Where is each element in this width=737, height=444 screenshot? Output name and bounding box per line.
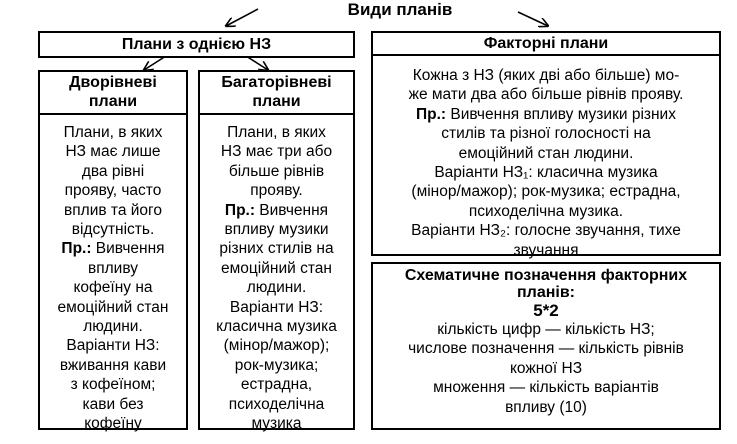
- text-line: кожної НЗ: [509, 359, 583, 377]
- text-line: більше рівнів: [228, 162, 325, 180]
- arrow-to-two-level: [144, 56, 166, 70]
- arrow-to-single-factor: [226, 9, 258, 26]
- text-line: музика: [251, 415, 302, 433]
- arrow-to-factorial: [518, 12, 548, 26]
- notation-formula: 5*2: [533, 301, 559, 320]
- text-line: рок-музика;: [234, 356, 319, 374]
- multi-level-header: [200, 72, 353, 115]
- text-line: Пр.: Вивчення впливу музики різних: [416, 105, 676, 123]
- text-line: впливу: [88, 259, 138, 277]
- text-line: числове позначення — кількість рівнів: [408, 340, 684, 358]
- factorial-plans-box: [371, 31, 721, 259]
- text-line: Варіанти НЗ₂: голосне звучання, тихе: [411, 222, 681, 240]
- text-line: психоделічна музика.: [468, 202, 624, 220]
- notation-body: [373, 320, 719, 417]
- text-line: різних стилів на: [219, 240, 334, 258]
- text-line: множення — кількість варіантів: [433, 379, 659, 397]
- notation-box: [371, 262, 721, 430]
- text-line: Плани, в яких: [227, 124, 326, 141]
- two-level-header: [40, 72, 186, 115]
- text-line: (мінор/мажор); рок-музика; естрадна,: [411, 183, 681, 201]
- two-level-body: [40, 115, 186, 434]
- factorial-header: Факторні плани: [373, 33, 719, 56]
- text-line: психоделічна: [228, 395, 325, 413]
- text-line: кофеїну: [84, 415, 142, 433]
- text-line: емоційний стан: [57, 298, 169, 316]
- multi-level-header-line2: плани: [252, 93, 301, 110]
- single-factor-box: [38, 31, 355, 58]
- factorial-body: [373, 56, 719, 260]
- text-line: впливу (10): [505, 398, 587, 416]
- arrow-to-multi-level: [246, 56, 268, 70]
- two-level-header-line2: плани: [88, 93, 138, 110]
- multi-level-body: [200, 115, 353, 434]
- two-level-plans-box: [38, 70, 188, 433]
- text-line: НЗ має лише: [65, 143, 161, 161]
- notation-header-line2: планів:: [517, 284, 575, 301]
- text-line: (мінор/мажор);: [223, 337, 330, 355]
- text-line: Варіанти НЗ₁: класична музика: [434, 164, 658, 182]
- text-line: кількість цифр — кількість НЗ;: [437, 321, 655, 338]
- text-line: Кожна з НЗ (яких дві або більше) мо-: [412, 67, 680, 84]
- text-line: прояву.: [250, 182, 303, 200]
- text-line: Пр.: Вивчення: [224, 201, 329, 219]
- text-line: кофеїну на: [73, 279, 153, 297]
- multi-level-header-line1: Багаторівневі: [221, 74, 332, 91]
- text-line: емоційний стан: [221, 259, 332, 277]
- text-line: Пр.: Вивчення: [61, 240, 165, 258]
- text-line: НЗ має три або: [220, 143, 333, 161]
- text-line: кави без: [82, 395, 144, 413]
- text-line: Плани, в яких: [63, 124, 163, 141]
- text-line: класична музика: [216, 318, 337, 336]
- text-line: вживання кави: [59, 356, 167, 374]
- text-line: Варіанти НЗ:: [66, 337, 160, 355]
- text-line: прояву, часто: [64, 182, 162, 200]
- text-line: людини.: [83, 318, 143, 336]
- text-line: з кофеїном;: [70, 376, 156, 394]
- text-line: два рівні: [81, 162, 145, 180]
- two-level-header-line1: Дворівневі: [69, 74, 157, 91]
- notation-header: [373, 264, 719, 320]
- diagram-title: Види планів: [347, 0, 453, 19]
- text-line: емоційний стан людини.: [458, 144, 634, 162]
- text-line: же мати два або більше рівнів прояву.: [408, 86, 684, 104]
- multi-level-plans-box: [198, 70, 355, 433]
- text-line: естрадна,: [240, 376, 313, 394]
- notation-header-line1: Схематичне позначення факторних: [404, 267, 688, 284]
- text-line: вплив та його: [64, 201, 162, 219]
- single-factor-header: Плани з однією НЗ: [121, 36, 272, 53]
- text-line: звучання: [513, 241, 579, 259]
- text-line: відсутність.: [71, 221, 155, 239]
- text-line: стилів та різної голосності на: [441, 125, 651, 143]
- text-line: людини.: [246, 279, 307, 297]
- text-line: впливу музики: [224, 221, 329, 239]
- text-line: Варіанти НЗ:: [229, 298, 324, 316]
